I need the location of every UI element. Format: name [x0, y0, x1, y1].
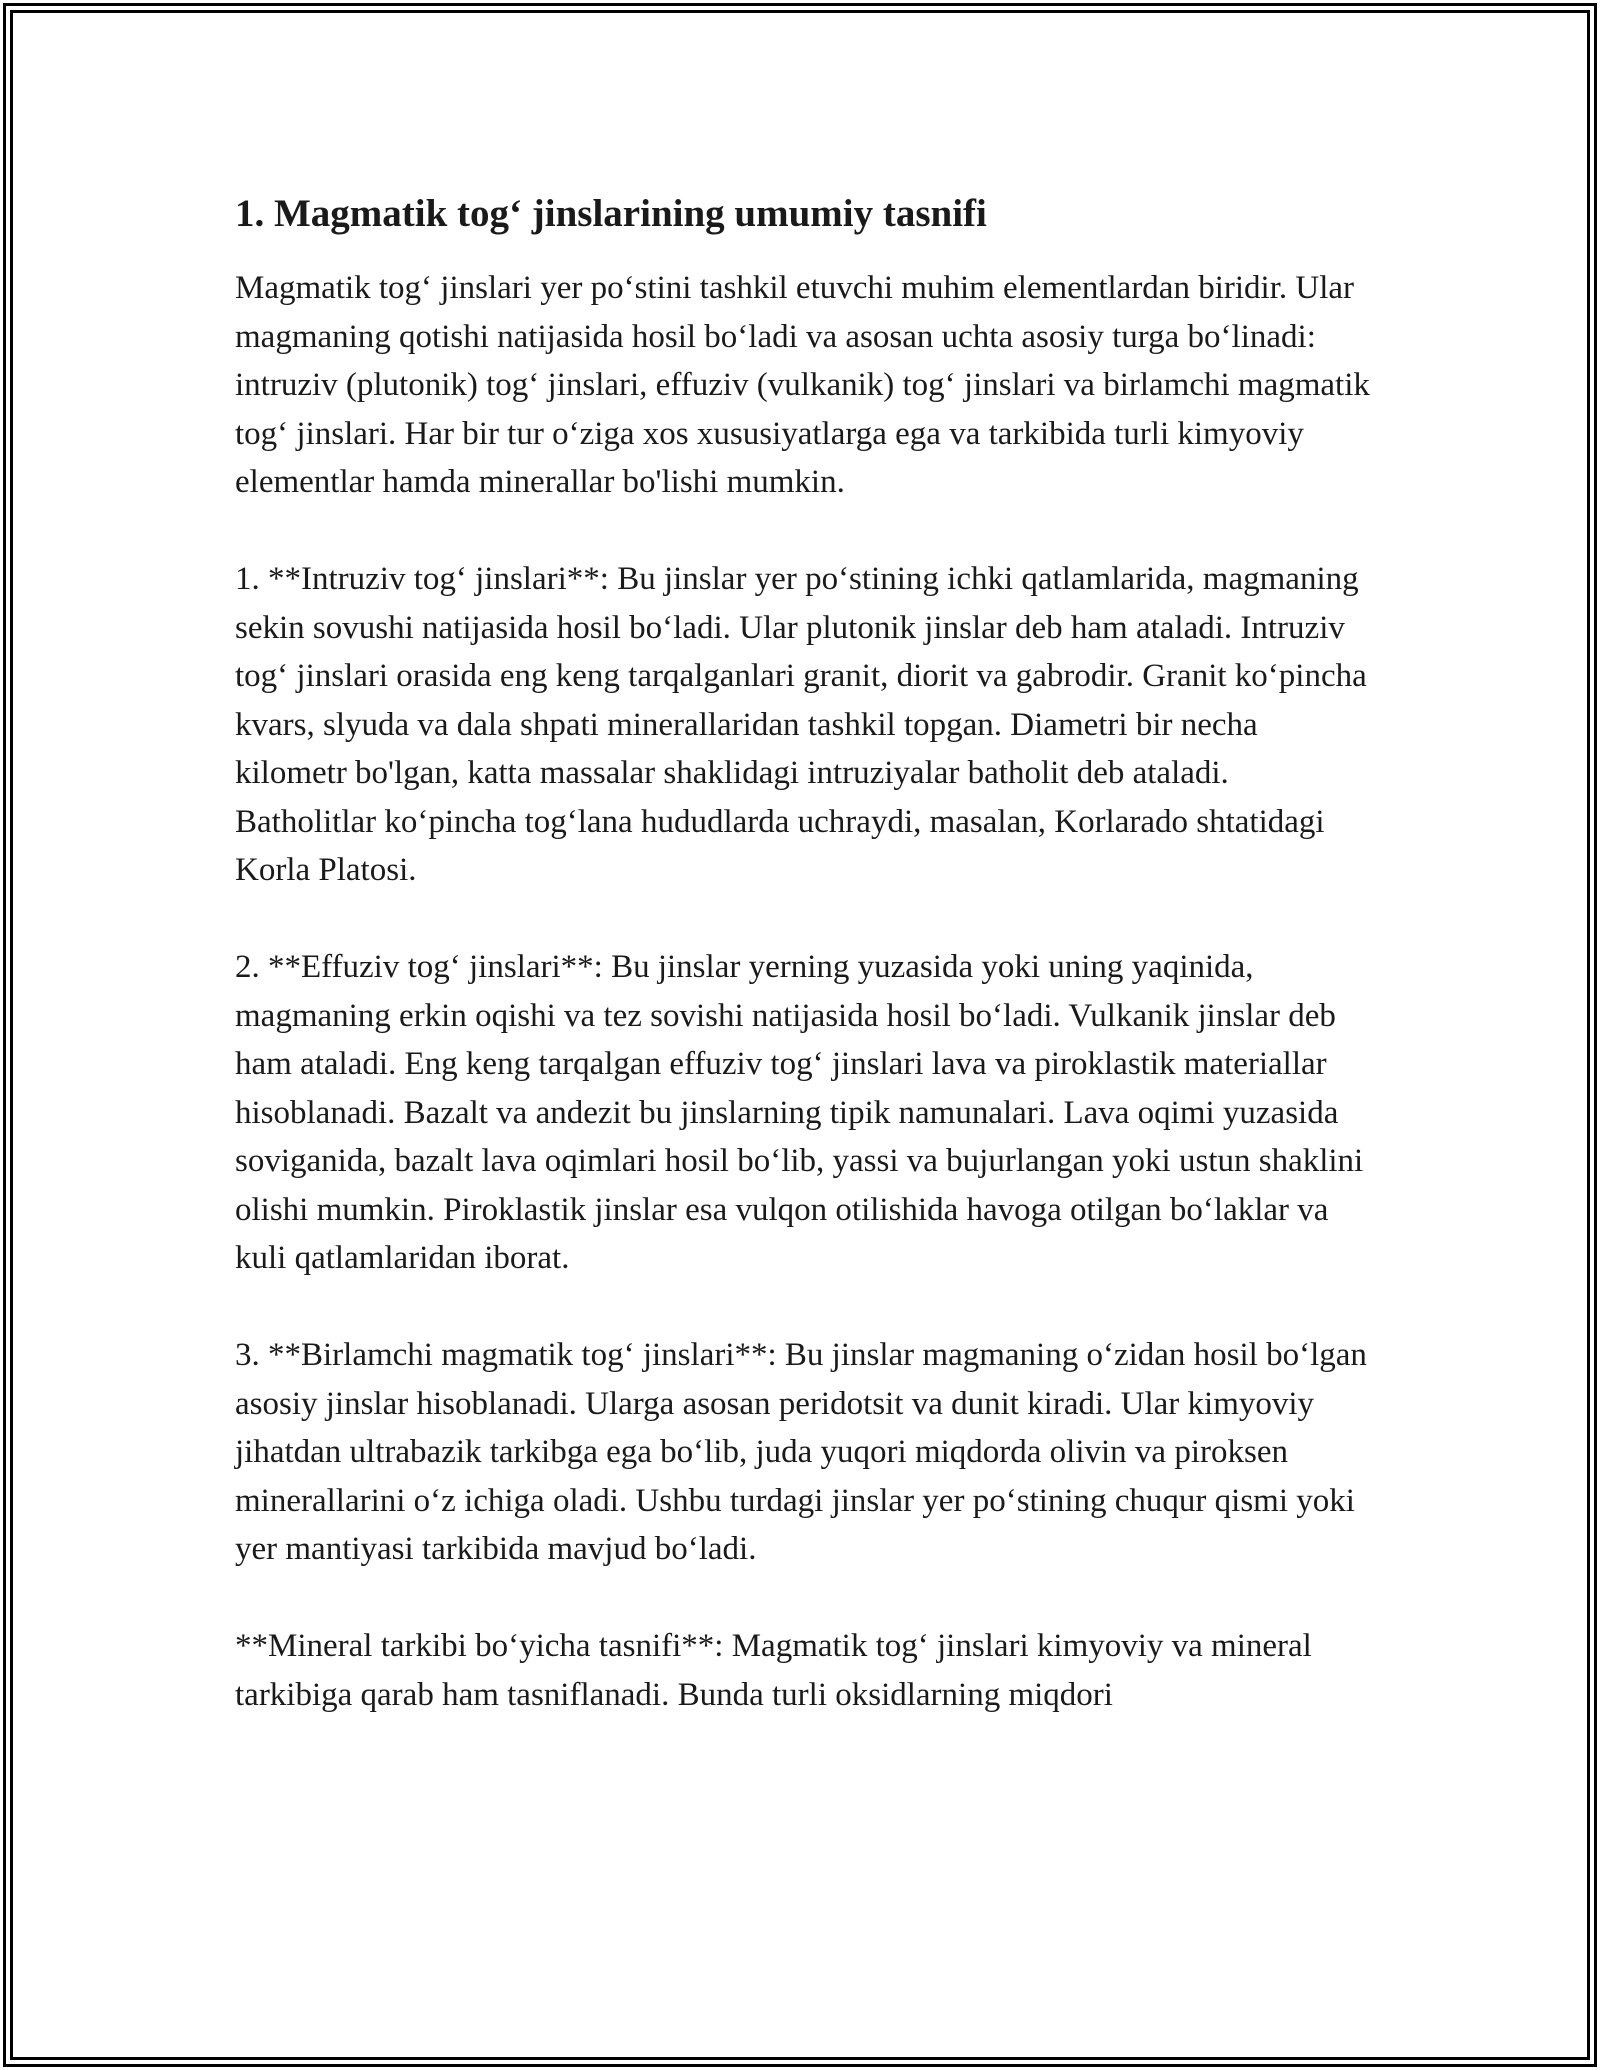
effusive-rocks-paragraph: 2. **Effuziv tog‘ jinslari**: Bu jinslar yerning yuzasida yoki uning yaqinida, magmaning erkin oqishi va tez sovishi natijasida hosil bo‘ladi. Vulkanik jinslar deb ham ataladi. Eng keng tarqalgan effuziv tog‘ jinslari lava va piroklastik materiallar hisoblanadi. Bazalt va andezit bu jinslarning tipik namunalari. Lava oqimi yuzasida soviganida, bazalt lava oqimlari hosil bo‘lib, yassi va bujurlangan yoki ustun shaklini olishi mumkin. Piroklastik jinslar esa vulqon otilishida havoga otilgan bo‘laklar va kuli qatlamlaridan iborat. [235, 949, 1364, 1276]
intro-paragraph: Magmatik tog‘ jinslari yer po‘stini tashkil etuvchi muhim elementlardan biridir. Ular magmaning qotishi natijasida hosil bo‘ladi va asosan uchta asosiy turga bo‘linadi: intruziv (plutonik) tog‘ jinslari, effuziv (vulkanik) tog‘ jinslari va birlamchi magmatik tog‘ jinslari. Har bir tur o‘ziga xos xususiyatlarga ega va tarkibida turli kimyoviy elementlar hamda minerallar bo'lishi mumkin. [235, 270, 1370, 500]
intrusive-rocks-paragraph: 1. **Intruziv tog‘ jinslari**: Bu jinslar yer po‘stining ichki qatlamlarida, magmaning sekin sovushi natijasida hosil bo‘ladi. Ular plutonik jinslar deb ham ataladi. Intruziv tog‘ jinslari orasida eng keng tarqalganlari granit, diorit va gabrodir. Granit ko‘pincha kvars, slyuda va dala shpati minerallaridan tashkil topgan. Diametri bir necha kilometr bo'lgan, katta massalar shaklidagi intruziyalar batholit deb ataladi. Batholitlar ko‘pincha tog‘lana hududlarda uchraydi, masalan, Korlarado shtatidagi Korla Platosi. [235, 561, 1367, 888]
mineral-composition-paragraph: **Mineral tarkibi bo‘yicha tasnifi**: Magmatik tog‘ jinslari kimyoviy va mineral tarkibiga qarab ham tasniflanadi. Bunda turli oksidlarning miqdori [235, 1628, 1312, 1713]
section-heading: 1. Magmatik tog‘ jinslarining umumiy tasnifi [235, 192, 987, 235]
primary-magmatic-rocks-paragraph: 3. **Birlamchi magmatik tog‘ jinslari**: Bu jinslar magmaning o‘zidan hosil bo‘lgan asosiy jinslar hisoblanadi. Ularga asosan peridotsit va dunit kiradi. Ular kimyoviy jihatdan ultrabazik tarkibga ega bo‘lib, juda yuqori miqdorda olivin va piroksen minerallarini o‘z ichiga oladi. Ushbu turdagi jinslar yer po‘stining chuqur qismi yoki yer mantiyasi tarkibida mavjud bo‘ladi. [235, 1337, 1367, 1567]
document-body [235, 186, 1375, 1719]
